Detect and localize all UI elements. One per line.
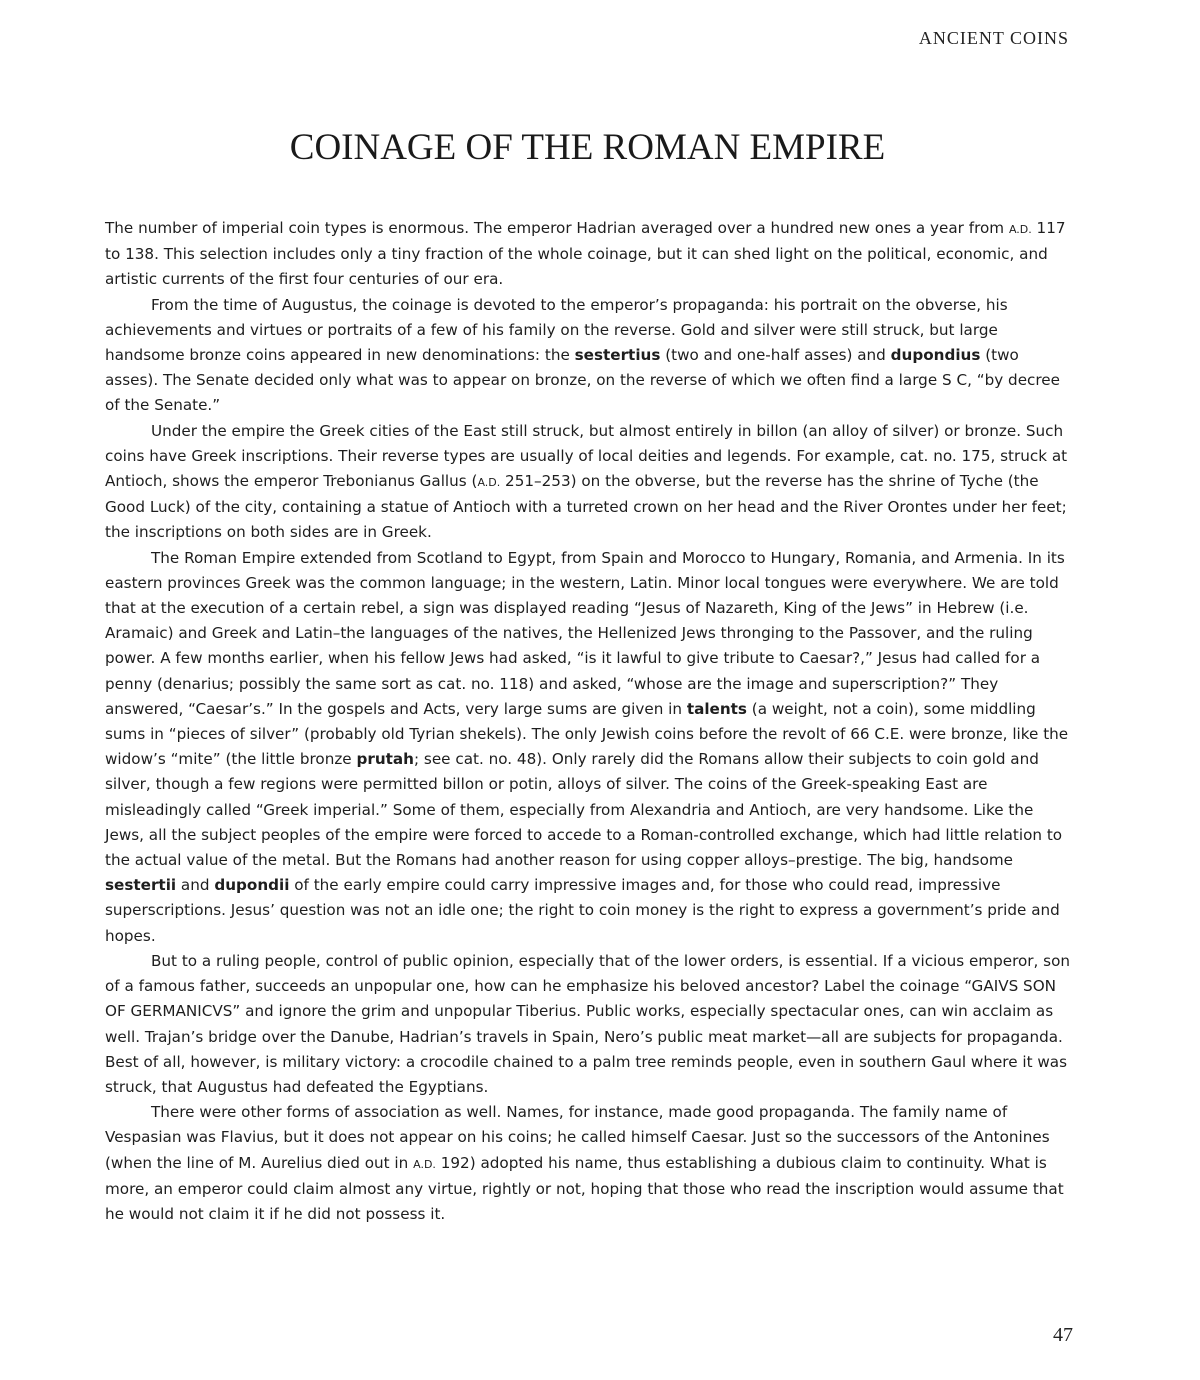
term-prutah: prutah (356, 750, 414, 769)
term-dupondii: dupondii (214, 876, 290, 895)
era-abbreviation: A.D. (477, 476, 501, 490)
paragraph-5-text-a: But to a ruling people, control of public opinion, especially that of the lower orders, is essential. If a vicious emperor, son of a famous father, succeeds an unpopular one, how can he emphasize his beloved ancestor? Label the coinage “GAIVS SON OF GERMANICVS” and ignore the grim and unpopular Tiberius. Public works, especially spectacular ones, can win acclaim as well. Trajan’s bridge over the Danube, Hadrian’s travels in Spain, Nero’s public meat market—all are subjects for propaganda. Best of all, however, is military victory: a crocodile chained to a palm tree reminds people, even in southern Gaul where it was struck, that Augustus had defeated the Egyptians. (105, 951, 1071, 1096)
paragraph-2-text-c: (two asses). The Senate decided only what was to appear on bronze, on the reverse of which we often find a large S C, “by decree of the Senate.” (105, 346, 1060, 415)
term-talents: talents (686, 699, 747, 718)
paragraph-2-text-b: (two and one-half asses) and (660, 346, 891, 365)
body-text (105, 216, 1071, 1227)
paragraph-3-text-a: Under the empire the Greek cities of the East still struck, but almost entirely in billon (an alloy of silver) or bronze. Such coins have Greek inscriptions. Their reverse types are usually of local deities and legends. For example, cat. no. 175, struck at Antioch, shows the emperor Trebonianus Gallus ( (105, 421, 1068, 491)
page-number: 47 (1053, 1324, 1073, 1346)
page-title: COINAGE OF THE ROMAN EMPIRE (289, 127, 886, 168)
paragraph-4 (105, 546, 1071, 949)
paragraph-5 (105, 949, 1071, 1100)
paragraph-3 (105, 419, 1071, 546)
term-dupondius: dupondius (890, 346, 981, 365)
running-head: ANCIENT COINS (918, 28, 1069, 48)
era-abbreviation: A.D. (413, 1157, 436, 1171)
paragraph-4-text-e: of the early empire could carry impressive images and, for those who could read, impressive superscriptions. Jesus’ question was not an idle one; the right to coin money is the right to express a government’s pride and hopes. (105, 876, 1060, 945)
term-sestertii: sestertii (105, 876, 177, 895)
paragraph-3-text-b: 251–253) on the obverse, but the reverse has the shrine of Tyche (the Good Luck) of the city, containing a statue of Antioch with a turreted crown on her head and the River Orontes under her feet; the inscriptions on both sides are in Greek. (105, 472, 1067, 542)
paragraph-1-text-a: The number of imperial coin types is enormous. The emperor Hadrian averaged over a hundred new ones a year from (105, 219, 1009, 237)
paragraph-1 (105, 216, 1071, 293)
paragraph-1-text-b: 117 to 138. This selection includes only a tiny fraction of the whole coinage, but it can shed light on the political, economic, and artistic currents of the first four centuries of our era. (105, 219, 1066, 289)
paragraph-4-text-b: (a weight, not a coin), some middling sums in “pieces of silver” (probably old Tyrian shekels). The only Jewish coins before the revolt of 66 C.E. were bronze, like the widow’s “mite” (the little bronze (105, 699, 1069, 769)
paragraph-6-text-a: There were other forms of association as well. Names, for instance, made good propaganda. The family name of Vespasian was Flavius, but it does not appear on his coins; he called himself Caesar. Just so the successors of the Antonines (when the line of M. Aurelius died out in (105, 1103, 1050, 1172)
paragraph-4-text-a: The Roman Empire extended from Scotland to Egypt, from Spain and Morocco to Hungary, Romania, and Armenia. In its eastern provinces Greek was the common language; in the western, Latin. Minor local tongues were everywhere. We are told that at the execution of a certain rebel, a sign was displayed reading “Jesus of Nazareth, King of the Jews” in Hebrew (i.e. Aramaic) and Greek and Latin–the languages of the natives, the Hellenized Jews thronging to the Passover, and the ruling power. A few months earlier, when his fellow Jews had asked, “is it lawful to give tribute to Caesar?,” Jesus had called for a penny (denarius; possibly the same sort as cat. no. 118) and asked, “whose are the image and superscription?” They answered, “Caesar’s.” In the gospels and Acts, very large sums are given in (105, 548, 1065, 718)
paragraph-2 (105, 293, 1071, 419)
era-abbreviation: A.D. (1008, 223, 1032, 236)
term-sestertius: sestertius (574, 346, 661, 365)
paragraph-6-text-b: 192) adopted his name, thus establishing a dubious claim to continuity. What is more, an emperor could claim almost any virtue, rightly or not, hoping that those who read the inscription would assume that he would not claim it if he did not possess it. (105, 1153, 1064, 1223)
paragraph-4-text-c: ; see cat. no. 48). Only rarely did the Romans allow their subjects to coin gold and silver, though a few regions were permitted billon or potin, alloys of silver. The coins of the Greek-speaking East are misleadingly called “Greek imperial.” Some of them, especially from Alexandria and Antioch, are very handsome. Like the Jews, all the subject peoples of the empire were forced to accede to a Roman-controlled exchange, which had little relation to the actual value of the metal. But the Romans had another reason for using copper alloys–prestige. The big, handsome (105, 750, 1063, 870)
paragraph-6 (105, 1100, 1071, 1227)
paragraph-2-text-a: From the time of Augustus, the coinage is devoted to the emperor’s propaganda: his portrait on the obverse, his achievements and virtues or portraits of a few of his family on the reverse. Gold and silver were still struck, but large handsome bronze coins appeared in new denominations: the (105, 295, 1008, 365)
paragraph-4-text-d: and (176, 876, 215, 895)
